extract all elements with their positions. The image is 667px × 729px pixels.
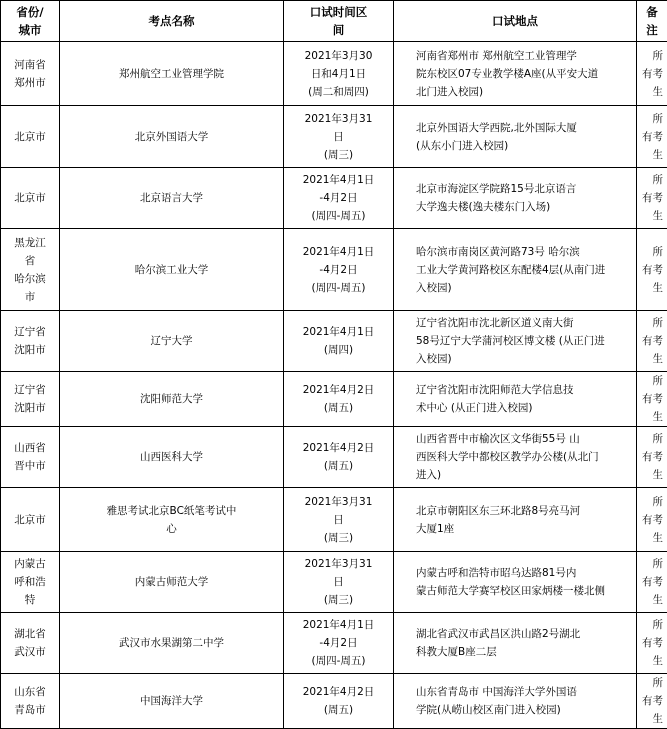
table-row: [1, 106, 667, 168]
cell-address-line: 58号辽宁大学蒲河校区博文楼 (从正门进: [416, 332, 628, 350]
cell-note: [637, 229, 667, 311]
cell-time-line: 2021年4月1日: [286, 323, 391, 341]
cell-note: [637, 613, 667, 674]
cell-address: [394, 674, 637, 729]
cell-address-line: 入校园): [416, 279, 628, 297]
cell-time: [284, 168, 394, 229]
cell-time-line: 日和4月1日: [286, 65, 391, 83]
cell-time-line: 2021年4月1日: [286, 243, 391, 261]
cell-time-line: (周五): [286, 399, 391, 417]
cell-province-line: 市: [3, 288, 57, 306]
cell-province-line: 呼和浩: [3, 573, 57, 591]
cell-time-line: (周四-周五): [286, 279, 391, 297]
cell-time-line: (周四-周五): [286, 207, 391, 225]
cell-address-line: 大学逸夫楼(逸夫楼东门入场): [416, 198, 628, 216]
cell-time-line: (周四-周五): [286, 652, 391, 670]
cell-time-line: (周三): [286, 591, 391, 609]
cell-note: [637, 427, 667, 488]
cell-time: [284, 488, 394, 552]
cell-time: [284, 106, 394, 168]
cell-time-line: 2021年3月30: [286, 47, 391, 65]
table-row: [1, 229, 667, 311]
table-row: [1, 42, 667, 106]
cell-time: [284, 229, 394, 311]
table-row: [1, 552, 667, 613]
cell-province: [1, 42, 60, 106]
cell-address: [394, 311, 637, 372]
cell-province-line: 山西省: [3, 439, 57, 457]
cell-note-line: 所: [639, 171, 663, 189]
cell-time-line: 2021年3月31: [286, 493, 391, 511]
cell-time-line: (周三): [286, 529, 391, 547]
cell-center: [60, 42, 284, 106]
cell-note-line: 所: [639, 110, 663, 128]
cell-note-line: 所: [639, 372, 663, 390]
cell-address-line: 北京市朝阳区东三环北路8号亮马河: [416, 502, 628, 520]
cell-time-line: (周四): [286, 341, 391, 359]
cell-address-line: 工业大学黄河路校区东配楼4层(从南门进: [416, 261, 628, 279]
cell-address: [394, 552, 637, 613]
cell-center: [60, 311, 284, 372]
cell-address-line: 辽宁省沈阳市沈阳师范大学信息技: [416, 381, 628, 399]
cell-time: [284, 372, 394, 427]
cell-note-line: 有考生: [639, 189, 663, 225]
cell-province-line: 沈阳市: [3, 341, 57, 359]
cell-address-line: 内蒙古呼和浩特市昭乌达路81号内: [416, 564, 628, 582]
header-province: 省份/ 城市: [1, 1, 60, 42]
cell-note-line: 所: [639, 555, 663, 573]
cell-time-line: -4月2日: [286, 261, 391, 279]
cell-center: [60, 427, 284, 488]
cell-province: [1, 168, 60, 229]
cell-time-line: -4月2日: [286, 189, 391, 207]
cell-note: [637, 552, 667, 613]
cell-note-line: 有考生: [639, 511, 663, 547]
cell-time-line: 2021年4月2日: [286, 381, 391, 399]
cell-province-line: 哈尔滨: [3, 270, 57, 288]
cell-time-line: 2021年4月2日: [286, 439, 391, 457]
cell-note-line: 有考生: [639, 128, 663, 164]
cell-time: [284, 311, 394, 372]
table-row: [1, 168, 667, 229]
cell-province-line: 沈阳市: [3, 399, 57, 417]
cell-note-line: 有考生: [639, 634, 663, 670]
cell-province-line: 特: [3, 591, 57, 609]
cell-note-line: 有考生: [639, 692, 663, 728]
header-row: [1, 1, 667, 42]
cell-center: [60, 552, 284, 613]
cell-address-line: 山西省晋中市榆次区文华街55号 山: [416, 430, 628, 448]
cell-address-line: 辽宁省沈阳市沈北新区道义南大街: [416, 314, 628, 332]
cell-note-line: 有考生: [639, 261, 663, 297]
cell-note: [637, 674, 667, 729]
cell-address: [394, 229, 637, 311]
cell-center: [60, 229, 284, 311]
cell-center-line: 内蒙古师范大学: [62, 573, 281, 591]
cell-time-line: (周五): [286, 701, 391, 719]
cell-province-line: 北京市: [3, 128, 57, 146]
cell-address: [394, 613, 637, 674]
cell-province: [1, 311, 60, 372]
cell-center-line: 北京外国语大学: [62, 128, 281, 146]
cell-note: [637, 168, 667, 229]
table-row: [1, 311, 667, 372]
table-row: [1, 427, 667, 488]
cell-province-line: 省: [3, 252, 57, 270]
cell-province-line: 内蒙古: [3, 555, 57, 573]
cell-province: [1, 106, 60, 168]
cell-time-line: 日: [286, 128, 391, 146]
cell-province-line: 辽宁省: [3, 323, 57, 341]
cell-time: [284, 427, 394, 488]
cell-note-line: 所: [639, 430, 663, 448]
cell-address: [394, 106, 637, 168]
cell-province: [1, 229, 60, 311]
cell-address-line: (从东小门进入校园): [416, 137, 628, 155]
cell-address-line: 院东校区07专业教学楼A座(从平安大道: [416, 65, 628, 83]
cell-province: [1, 488, 60, 552]
cell-address: [394, 372, 637, 427]
cell-province: [1, 372, 60, 427]
cell-center-line: 心: [62, 520, 281, 538]
cell-center: [60, 168, 284, 229]
cell-note: [637, 106, 667, 168]
cell-time: [284, 552, 394, 613]
cell-address-line: 山东省青岛市 中国海洋大学外国语: [416, 683, 628, 701]
cell-center-line: 辽宁大学: [62, 332, 281, 350]
cell-time-line: 日: [286, 573, 391, 591]
cell-province-line: 武汉市: [3, 643, 57, 661]
cell-note-line: 有考生: [639, 332, 663, 368]
cell-province-line: 黑龙江: [3, 234, 57, 252]
cell-address-line: 北门进入校园): [416, 83, 628, 101]
cell-center-line: 北京语言大学: [62, 189, 281, 207]
cell-note: [637, 42, 667, 106]
cell-time: [284, 613, 394, 674]
cell-time-line: 2021年4月2日: [286, 683, 391, 701]
cell-address-line: 哈尔滨市南岗区黄河路73号 哈尔滨: [416, 243, 628, 261]
cell-note: [637, 488, 667, 552]
cell-address-line: 进入): [416, 466, 628, 484]
cell-time-line: 2021年4月1日: [286, 616, 391, 634]
cell-time-line: -4月2日: [286, 634, 391, 652]
cell-address: [394, 427, 637, 488]
cell-center-line: 山西医科大学: [62, 448, 281, 466]
cell-time-line: (周五): [286, 457, 391, 475]
cell-note-line: 所: [639, 674, 663, 692]
cell-note: [637, 372, 667, 427]
cell-note-line: 有考生: [639, 573, 663, 609]
cell-note-line: 有考生: [639, 390, 663, 426]
cell-address-line: 科教大厦B座二层: [416, 643, 628, 661]
cell-note-line: 所: [639, 314, 663, 332]
cell-time-line: 2021年4月1日: [286, 171, 391, 189]
cell-note-line: 有考生: [639, 448, 663, 484]
cell-center: [60, 613, 284, 674]
cell-address-line: 河南省郑州市 郑州航空工业管理学: [416, 47, 628, 65]
cell-province-line: 北京市: [3, 511, 57, 529]
cell-province-line: 河南省: [3, 56, 57, 74]
cell-center-line: 中国海洋大学: [62, 692, 281, 710]
cell-address-line: 蒙古师范大学赛罕校区田家炳楼一楼北侧: [416, 582, 628, 600]
cell-note-line: 所: [639, 47, 663, 65]
cell-address-line: 大厦1座: [416, 520, 628, 538]
cell-time: [284, 42, 394, 106]
cell-address-line: 北京市海淀区学院路15号北京语言: [416, 180, 628, 198]
cell-address-line: 学院(从崂山校区南门进入校园): [416, 701, 628, 719]
cell-province-line: 晋中市: [3, 457, 57, 475]
cell-address-line: 北京外国语大学西院,北外国际大厦: [416, 119, 628, 137]
table-row: [1, 488, 667, 552]
cell-province: [1, 613, 60, 674]
cell-center: [60, 372, 284, 427]
cell-province-line: 北京市: [3, 189, 57, 207]
cell-center-line: 哈尔滨工业大学: [62, 261, 281, 279]
cell-center-line: 沈阳师范大学: [62, 390, 281, 408]
cell-province-line: 郑州市: [3, 74, 57, 92]
cell-note-line: 所: [639, 243, 663, 261]
cell-province: [1, 674, 60, 729]
header-address: 口试地点: [394, 1, 637, 42]
cell-center-line: 武汉市水果湖第二中学: [62, 634, 281, 652]
cell-province-line: 辽宁省: [3, 381, 57, 399]
cell-center: [60, 674, 284, 729]
header-note: 备 注: [637, 1, 667, 42]
cell-province-line: 湖北省: [3, 625, 57, 643]
cell-time-line: (周三): [286, 146, 391, 164]
header-time: 口试时间区 间: [284, 1, 394, 42]
cell-center: [60, 106, 284, 168]
cell-time-line: (周二和周四): [286, 83, 391, 101]
cell-note-line: 所: [639, 616, 663, 634]
cell-center-line: 雅思考试北京BC纸笔考试中: [62, 502, 281, 520]
cell-address: [394, 42, 637, 106]
cell-note-line: 有考生: [639, 65, 663, 101]
cell-note: [637, 311, 667, 372]
cell-address-line: 西医科大学中都校区教学办公楼(从北门: [416, 448, 628, 466]
table-row: [1, 613, 667, 674]
cell-time-line: 2021年3月31: [286, 110, 391, 128]
cell-time-line: 日: [286, 511, 391, 529]
cell-time: [284, 674, 394, 729]
cell-province: [1, 552, 60, 613]
cell-center-line: 郑州航空工业管理学院: [62, 65, 281, 83]
header-center: 考点名称: [60, 1, 284, 42]
table-row: [1, 674, 667, 729]
cell-address-line: 入校园): [416, 350, 628, 368]
cell-center: [60, 488, 284, 552]
cell-address: [394, 488, 637, 552]
cell-address: [394, 168, 637, 229]
cell-time-line: 2021年3月31: [286, 555, 391, 573]
cell-province-line: 青岛市: [3, 701, 57, 719]
cell-note-line: 所: [639, 493, 663, 511]
cell-address-line: 湖北省武汉市武昌区洪山路2号湖北: [416, 625, 628, 643]
table-row: [1, 372, 667, 427]
cell-province: [1, 427, 60, 488]
cell-province-line: 山东省: [3, 683, 57, 701]
cell-address-line: 术中心 (从正门进入校园): [416, 399, 628, 417]
